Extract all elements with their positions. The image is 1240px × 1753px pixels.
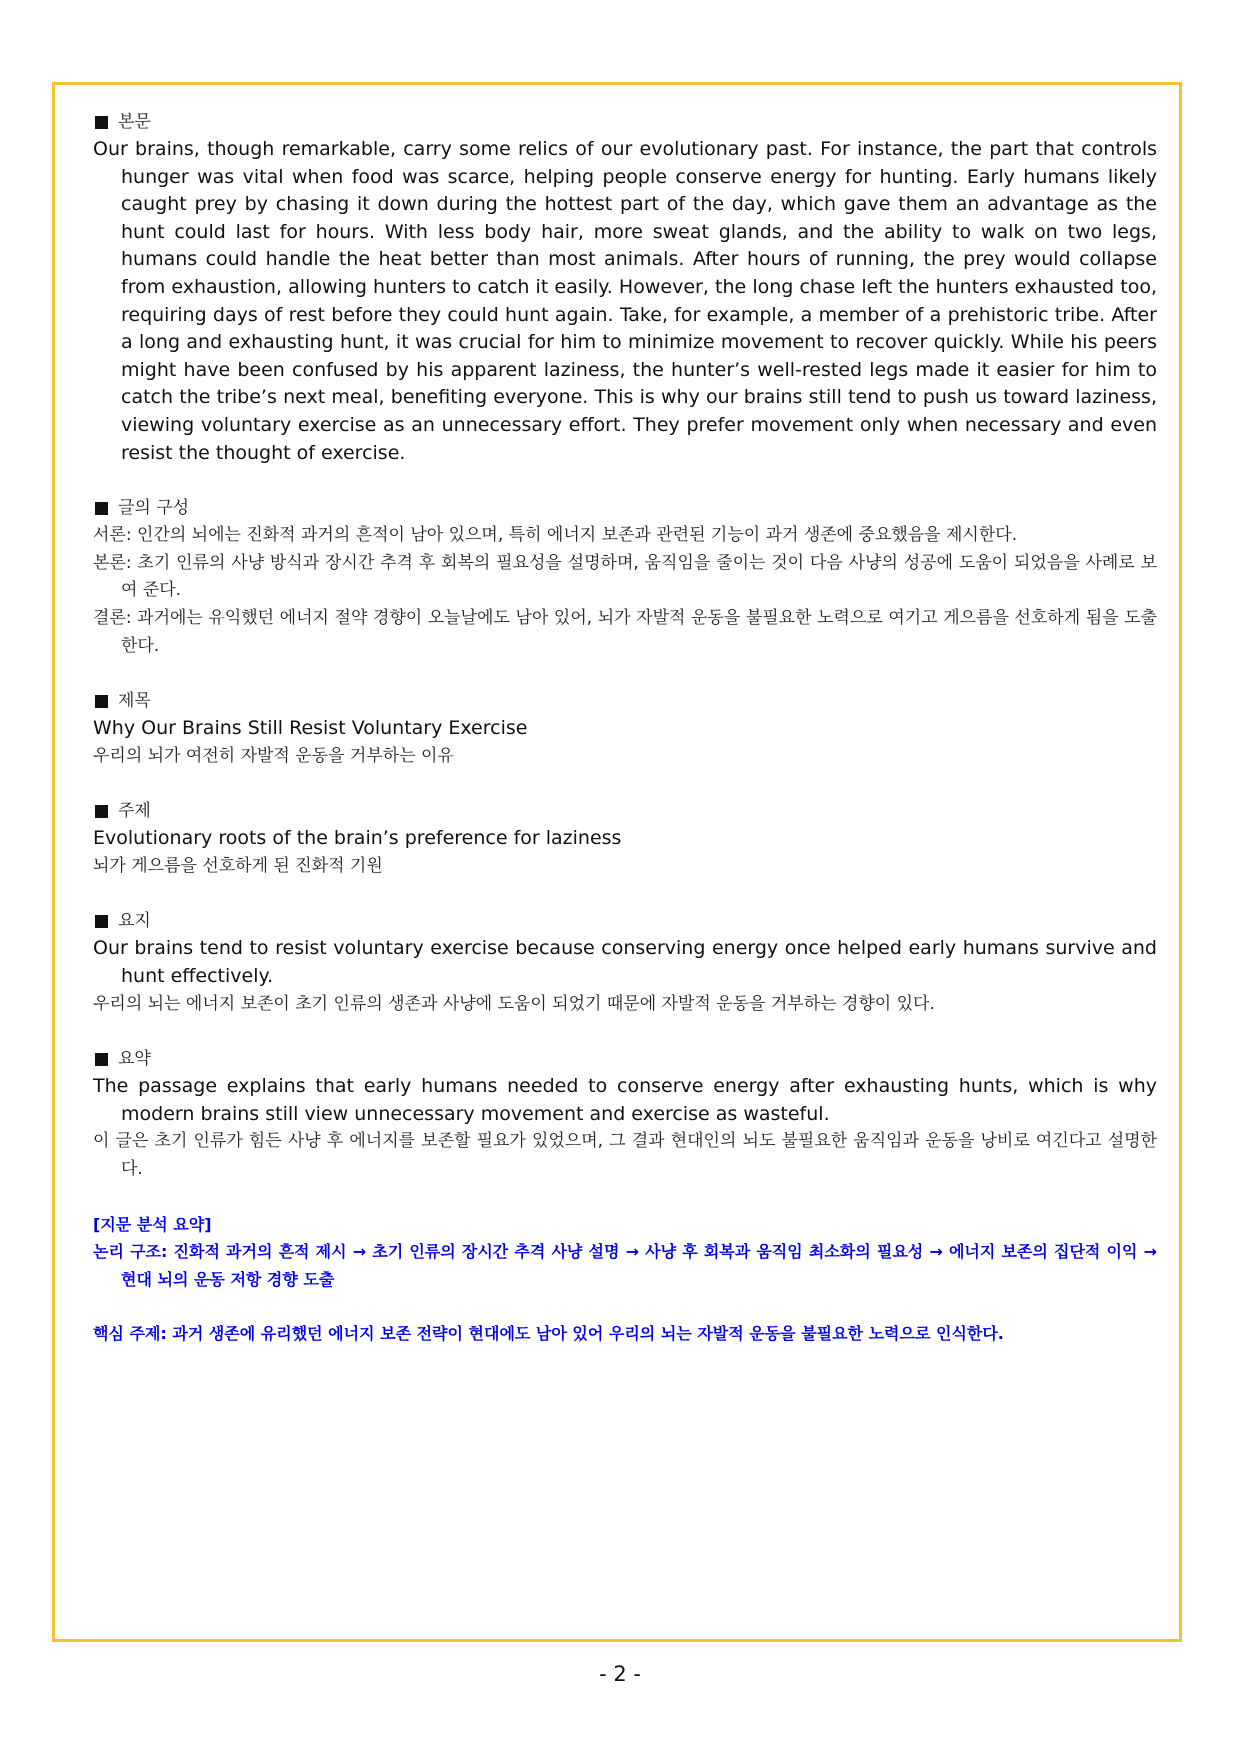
structure-intro: 서론: 인간의 뇌에는 진화적 과거의 흔적이 남아 있으며, 특히 에너지 보존과 관련된 기능이 과거 생존에 중요했음을 제시한다. — [93, 525, 1018, 546]
section-heading — [93, 1045, 1157, 1073]
heading-label: 요지 — [118, 911, 151, 932]
structure-main: 본론: 초기 인류의 사냥 방식과 장시간 추격 후 회복의 필요성을 설명하며, 움직임을 줄이는 것이 다음 사냥의 성공에 도움이 되었음을 사례로 보여 준다. — [93, 552, 1157, 601]
structure-conclusion: 결론: 과거에는 유익했던 에너지 절약 경향이 오늘날에도 남아 있어, 뇌가 자발적 운동을 불필요한 노력으로 여기고 게으름을 선호하게 됨을 도출한다. — [93, 607, 1157, 656]
section-body — [93, 108, 1157, 467]
heading-label: 제목 — [118, 691, 151, 712]
heading-label: 요약 — [118, 1049, 151, 1070]
section-gist — [93, 907, 1157, 1018]
passage-text: Our brains, though remarkable, carry some relics of our evolutionary past. For instance, the part that controls hunger was vital when food was scarce, helping people conserve energy for hunting. Early humans likely caught prey by chasing it down during the hottest part of the day, which gave them an advantage as the hunt could last for hours. With less body hair, more sweat glands, and the ability to walk on two legs, humans could handle the heat better than most animals. After hours of running, the prey would collapse from exhaustion, allowing hunters to catch it easily. However, the long chase left the hunters exhausted too, requiring days of rest before they could hunt again. Take, for example, a member of a prehistoric tribe. After a long and exhausting hunt, it was crucial for him to minimize movement to recover quickly. While his peers might have been confused by his apparent laziness, the hunter’s well-rested legs made it easier for him to catch the tribe’s next meal, benefiting everyone. This is why our brains still tend to push us toward laziness, viewing voluntary exercise as an unnecessary effort. They prefer movement only when necessary and even resist the thought of exercise. — [93, 138, 1157, 464]
topic-english: Evolutionary roots of the brain’s preference for laziness — [93, 827, 622, 850]
black-square-icon — [95, 695, 108, 708]
title-english: Why Our Brains Still Resist Voluntary Exercise — [93, 717, 528, 740]
summary-korean: 이 글은 초기 인류가 힘든 사냥 후 에너지를 보존할 필요가 있었으며, 그 결과 현대인의 뇌도 불필요한 움직임과 운동을 낭비로 여긴다고 설명한다. — [93, 1131, 1157, 1180]
summary-english: The passage explains that early humans needed to conserve energy after exhausting hunts, which is why modern brains still view unnecessary movement and exercise as wasteful. — [93, 1075, 1157, 1125]
section-summary — [93, 1045, 1157, 1183]
section-heading — [93, 108, 1157, 136]
section-heading — [93, 797, 1157, 825]
analysis-core: 핵심 주제: 과거 생존에 유리했던 에너지 보존 전략이 현대에도 남아 있어 우리의 뇌는 자발적 운동을 불필요한 노력으로 인식한다. — [93, 1324, 1004, 1344]
gist-english: Our brains tend to resist voluntary exercise because conserving energy once helped early humans survive and hunt effectively. — [93, 937, 1157, 988]
heading-label: 글의 구성 — [118, 498, 190, 519]
heading-label: 본문 — [118, 112, 151, 132]
section-topic — [93, 797, 1157, 880]
analysis-heading: [지문 분석 요약] — [93, 1214, 212, 1234]
black-square-icon — [95, 116, 108, 129]
section-structure — [93, 494, 1157, 660]
page-number: - 2 - — [599, 1662, 641, 1686]
document-content — [93, 108, 1157, 1375]
title-korean: 우리의 뇌가 여전히 자발적 운동을 거부하는 이유 — [93, 745, 454, 766]
section-heading — [93, 907, 1157, 935]
black-square-icon — [95, 1053, 108, 1066]
section-heading — [93, 687, 1157, 715]
black-square-icon — [95, 502, 108, 515]
black-square-icon — [95, 805, 108, 818]
topic-korean: 뇌가 게으름을 선호하게 된 진화적 기원 — [93, 855, 383, 876]
heading-label: 주제 — [118, 801, 151, 822]
section-analysis — [93, 1211, 1157, 1348]
black-square-icon — [95, 915, 108, 928]
analysis-logic: 논리 구조: 진화적 과거의 흔적 제시 → 초기 인류의 장시간 추격 사냥 설명 → 사냥 후 회복과 움직임 최소화의 필요성 → 에너지 보존의 집단적 이익 → 현대 뇌의 운동 저항 경향 도출 — [93, 1242, 1157, 1289]
section-heading — [93, 494, 1157, 522]
gist-korean: 우리의 뇌는 에너지 보존이 초기 인류의 생존과 사냥에 도움이 되었기 때문에 자발적 운동을 거부하는 경향이 있다. — [93, 993, 935, 1014]
section-title — [93, 687, 1157, 770]
